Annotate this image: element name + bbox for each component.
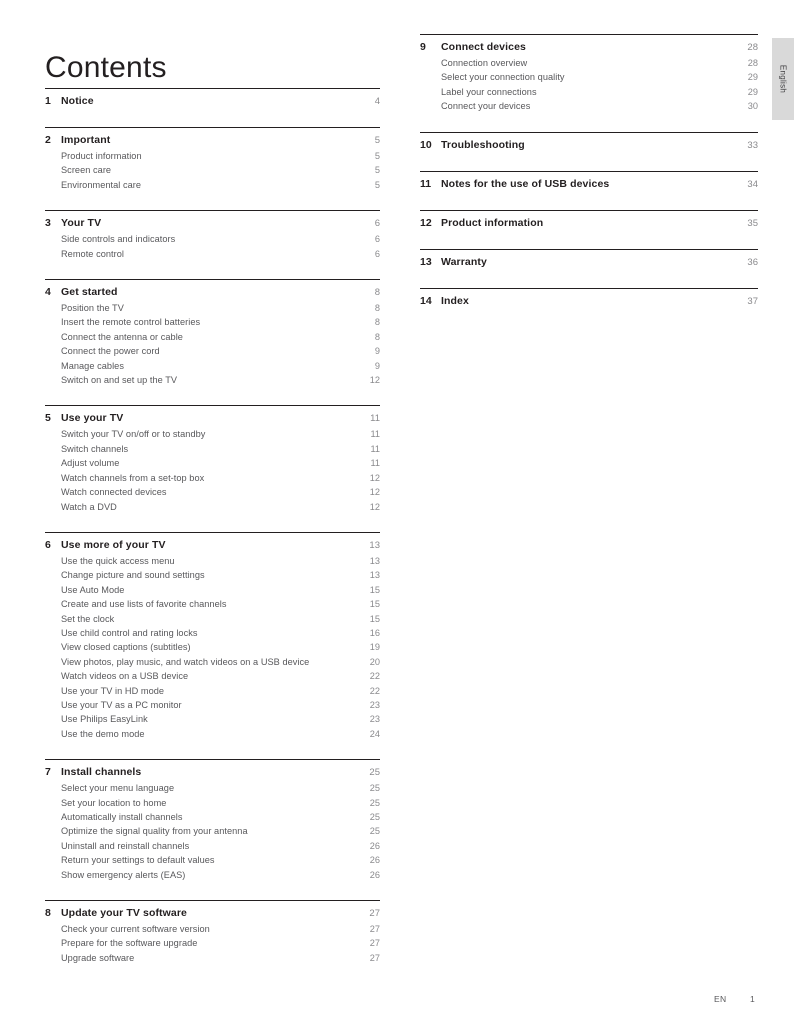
toc-chapter-page-number: 5 bbox=[374, 135, 380, 146]
toc-subitem-page-number: 25 bbox=[369, 812, 380, 822]
toc-subitem[interactable] bbox=[45, 568, 380, 582]
toc-chapter-title[interactable]: Product information bbox=[441, 216, 544, 229]
toc-subitem[interactable] bbox=[420, 85, 758, 99]
toc-subitem[interactable] bbox=[45, 344, 380, 358]
toc-chapter-title[interactable]: Install channels bbox=[61, 766, 142, 779]
toc-subitem-page-number: 5 bbox=[374, 179, 380, 190]
toc-subitem-title[interactable]: Screen care bbox=[61, 165, 112, 176]
toc-chapter[interactable] bbox=[45, 88, 380, 110]
toc-chapter-page-number: 8 bbox=[374, 287, 380, 299]
toc-subitem-page-number: 6 bbox=[374, 234, 380, 245]
toc-subitem-title[interactable]: Watch videos on a USB device bbox=[61, 671, 189, 682]
toc-chapter-title[interactable]: Your TV bbox=[61, 217, 102, 230]
toc-subitem-title[interactable]: Uninstall and reinstall channels bbox=[61, 840, 190, 851]
toc-chapter-heading[interactable] bbox=[45, 904, 380, 922]
toc-subitem-page-number: 15 bbox=[369, 613, 380, 624]
toc-chapter-heading[interactable] bbox=[45, 92, 380, 110]
toc-chapter-title[interactable]: Important bbox=[61, 134, 111, 146]
toc-subitem-title[interactable]: Watch channels from a set-top box bbox=[61, 472, 205, 483]
toc-subitem[interactable] bbox=[45, 583, 380, 597]
toc-subitem-list bbox=[45, 427, 380, 513]
toc-subitem-title[interactable]: View closed captions (subtitles) bbox=[61, 642, 191, 653]
toc-chapter-page-number: 37 bbox=[747, 295, 758, 307]
toc-subitem[interactable] bbox=[45, 597, 380, 611]
toc-chapter-page-number: 35 bbox=[747, 217, 758, 229]
toc-subitem-title[interactable]: View photos, play music, and watch videos on a USB device bbox=[61, 656, 310, 667]
toc-subitem-title[interactable]: Use Auto Mode bbox=[61, 584, 125, 595]
toc-subitem-title[interactable]: Connect your devices bbox=[441, 101, 531, 112]
toc-chapter-title[interactable]: Troubleshooting bbox=[441, 138, 525, 151]
toc-subitem-title[interactable]: Upgrade software bbox=[61, 952, 135, 963]
toc-subitem-page-number: 22 bbox=[369, 671, 380, 682]
toc-subitem-title[interactable]: Switch your TV on/off or to standby bbox=[61, 429, 206, 440]
toc-subitem-page-number: 26 bbox=[369, 840, 380, 851]
toc-subitem-title[interactable]: Manage cables bbox=[61, 360, 124, 371]
toc-subitem[interactable] bbox=[45, 373, 380, 387]
toc-subitem[interactable] bbox=[45, 626, 380, 640]
toc-subitem-title[interactable]: Connect the power cord bbox=[61, 346, 160, 357]
toc-chapter-number: 7 bbox=[45, 766, 51, 779]
toc-chapter-title[interactable]: Notes for the use of USB devices bbox=[441, 177, 610, 190]
toc-subitem-title[interactable]: Select your menu language bbox=[61, 783, 175, 794]
toc-chapter-number: 9 bbox=[420, 41, 426, 53]
toc-subitem[interactable] bbox=[45, 810, 380, 824]
toc-chapter-number: 8 bbox=[45, 907, 51, 920]
toc-subitem-page-number: 11 bbox=[370, 458, 380, 469]
toc-subitem[interactable] bbox=[45, 922, 380, 936]
toc-subitem-title[interactable]: Adjust volume bbox=[61, 458, 120, 469]
toc-subitem[interactable] bbox=[45, 669, 380, 683]
toc-subitem-title[interactable]: Show emergency alerts (EAS) bbox=[61, 869, 186, 880]
toc-chapter[interactable] bbox=[420, 34, 758, 114]
toc-subitem-title[interactable]: Connect the antenna or cable bbox=[61, 331, 183, 342]
toc-chapter-page-number: 33 bbox=[747, 139, 758, 151]
toc-subitem-title[interactable]: Set your location to home bbox=[61, 797, 167, 808]
toc-chapter-number: 12 bbox=[420, 216, 432, 229]
toc-subitem[interactable] bbox=[45, 178, 380, 192]
toc-subitem[interactable] bbox=[45, 471, 380, 485]
toc-chapter-page-number: 13 bbox=[369, 539, 380, 551]
toc-chapter-title[interactable]: Index bbox=[441, 294, 469, 307]
toc-chapter-heading[interactable] bbox=[420, 253, 758, 271]
toc-chapter[interactable] bbox=[420, 171, 758, 193]
toc-subitem-page-number: 15 bbox=[369, 584, 380, 595]
footer-page-number: 1 bbox=[750, 994, 755, 1004]
toc-subitem[interactable] bbox=[45, 781, 380, 795]
toc-subitem-page-number: 8 bbox=[374, 317, 380, 328]
toc-chapter-title[interactable]: Use more of your TV bbox=[61, 538, 166, 551]
toc-chapter[interactable] bbox=[420, 288, 758, 310]
toc-subitem-list bbox=[45, 232, 380, 261]
language-side-tab bbox=[772, 38, 794, 120]
toc-subitem[interactable] bbox=[45, 868, 380, 882]
toc-chapter[interactable] bbox=[420, 249, 758, 271]
toc-subitem[interactable] bbox=[45, 500, 380, 514]
toc-subitem-title[interactable]: Use the demo mode bbox=[61, 728, 145, 739]
toc-chapter-page-number: 27 bbox=[369, 908, 380, 920]
toc-chapter-number: 1 bbox=[45, 95, 51, 107]
toc-chapter-heading[interactable] bbox=[420, 38, 758, 56]
toc-subitem-page-number: 23 bbox=[369, 699, 380, 710]
toc-subitem[interactable] bbox=[45, 247, 380, 261]
toc-chapter[interactable] bbox=[45, 210, 380, 261]
toc-subitem-title[interactable]: Use your TV in HD mode bbox=[61, 685, 165, 696]
toc-chapter-heading[interactable] bbox=[420, 214, 758, 232]
toc-subitem[interactable] bbox=[45, 796, 380, 810]
footer-language-code: EN bbox=[714, 994, 727, 1004]
toc-subitem-page-number: 27 bbox=[369, 938, 380, 949]
toc-subitem-page-number: 12 bbox=[369, 487, 380, 498]
toc-subitem[interactable] bbox=[45, 301, 380, 315]
toc-chapter[interactable] bbox=[420, 210, 758, 232]
toc-subitem[interactable] bbox=[45, 824, 380, 838]
toc-subitem[interactable] bbox=[45, 554, 380, 568]
toc-chapter-heading[interactable] bbox=[420, 136, 758, 154]
toc-chapter-title[interactable]: Warranty bbox=[441, 255, 487, 268]
toc-chapter[interactable] bbox=[420, 132, 758, 154]
toc-subitem-title[interactable]: Create and use lists of favorite channels bbox=[61, 599, 227, 610]
toc-subitem[interactable] bbox=[45, 612, 380, 626]
toc-subitem-page-number: 20 bbox=[369, 656, 380, 667]
toc-subitem-page-number: 22 bbox=[369, 685, 380, 696]
toc-subitem-title[interactable]: Optimize the signal quality from your antenna bbox=[61, 826, 248, 837]
toc-subitem-page-number: 25 bbox=[369, 826, 380, 837]
toc-subitem[interactable] bbox=[45, 712, 380, 726]
toc-subitem[interactable] bbox=[45, 698, 380, 712]
toc-subitem-title[interactable]: Use Philips EasyLink bbox=[61, 714, 148, 725]
toc-subitem-page-number: 5 bbox=[374, 165, 380, 176]
toc-subitem-title[interactable]: Use the quick access menu bbox=[61, 555, 175, 566]
toc-chapter-heading[interactable] bbox=[45, 536, 380, 554]
toc-subitem-list bbox=[45, 301, 380, 387]
toc-subitem-title[interactable]: Use your TV as a PC monitor bbox=[61, 699, 182, 710]
toc-subitem-page-number: 9 bbox=[374, 346, 380, 357]
toc-chapter-number: 10 bbox=[420, 138, 432, 151]
toc-chapter-page-number: 34 bbox=[747, 178, 758, 190]
toc-chapter[interactable] bbox=[45, 127, 380, 192]
toc-subitem[interactable] bbox=[45, 330, 380, 344]
toc-subitem-title[interactable]: Change picture and sound settings bbox=[61, 570, 205, 581]
toc-subitem-title[interactable]: Insert the remote control batteries bbox=[61, 317, 201, 328]
toc-left-column bbox=[45, 88, 380, 983]
toc-chapter[interactable] bbox=[45, 405, 380, 513]
toc-subitem-page-number: 23 bbox=[369, 714, 380, 725]
toc-subitem-list bbox=[45, 922, 380, 965]
toc-subitem-page-number: 28 bbox=[747, 58, 758, 68]
toc-subitem-list bbox=[45, 781, 380, 882]
toc-subitem-title[interactable]: Set the clock bbox=[61, 613, 115, 624]
toc-chapter-number: 2 bbox=[45, 134, 51, 146]
toc-subitem-page-number: 12 bbox=[369, 501, 380, 512]
toc-subitem-page-number: 24 bbox=[369, 728, 380, 739]
toc-subitem[interactable] bbox=[45, 936, 380, 950]
toc-subitem-page-number: 27 bbox=[369, 924, 380, 935]
toc-subitem-page-number: 8 bbox=[374, 331, 380, 342]
toc-subitem-title[interactable]: Position the TV bbox=[61, 303, 124, 314]
toc-subitem[interactable] bbox=[420, 70, 758, 84]
toc-chapter-heading[interactable] bbox=[45, 763, 380, 781]
toc-chapter[interactable] bbox=[45, 532, 380, 741]
toc-subitem-title[interactable]: Connection overview bbox=[441, 58, 528, 68]
toc-subitem[interactable] bbox=[45, 163, 380, 177]
toc-subitem[interactable] bbox=[45, 149, 380, 163]
toc-subitem-title[interactable]: Side controls and indicators bbox=[61, 234, 176, 245]
toc-subitem-page-number: 13 bbox=[369, 555, 380, 566]
toc-subitem-title[interactable]: Check your current software version bbox=[61, 924, 210, 935]
toc-subitem[interactable] bbox=[45, 951, 380, 965]
language-side-tab-label: English bbox=[778, 64, 788, 94]
toc-subitem[interactable] bbox=[45, 853, 380, 867]
toc-subitem-page-number: 29 bbox=[747, 72, 758, 83]
toc-chapter-heading[interactable] bbox=[45, 409, 380, 427]
toc-subitem-title[interactable]: Prepare for the software upgrade bbox=[61, 938, 198, 949]
toc-chapter-title[interactable]: Connect devices bbox=[441, 41, 526, 53]
toc-subitem-page-number: 9 bbox=[374, 360, 380, 371]
toc-subitem-list bbox=[45, 554, 380, 741]
toc-chapter-heading[interactable] bbox=[420, 292, 758, 310]
toc-subitem[interactable] bbox=[45, 684, 380, 698]
toc-subitem-title[interactable]: Product information bbox=[61, 151, 142, 161]
toc-subitem-page-number: 12 bbox=[369, 375, 380, 386]
toc-subitem-title[interactable]: Automatically install channels bbox=[61, 812, 183, 822]
toc-subitem[interactable] bbox=[45, 485, 380, 499]
toc-chapter-heading[interactable] bbox=[45, 283, 380, 301]
toc-subitem-page-number: 29 bbox=[747, 86, 758, 97]
toc-subitem-page-number: 13 bbox=[369, 570, 380, 581]
toc-chapter-title[interactable]: Notice bbox=[61, 95, 94, 107]
toc-subitem[interactable] bbox=[45, 655, 380, 669]
toc-chapter[interactable] bbox=[45, 759, 380, 882]
page-footer bbox=[0, 994, 800, 1008]
toc-subitem[interactable] bbox=[45, 839, 380, 853]
toc-chapter-title[interactable]: Update your TV software bbox=[61, 907, 187, 920]
toc-chapter-number: 6 bbox=[45, 538, 51, 551]
toc-subitem-page-number: 12 bbox=[369, 472, 380, 483]
toc-subitem-page-number: 26 bbox=[369, 855, 380, 866]
toc-subitem-title[interactable]: Use child control and rating locks bbox=[61, 627, 198, 638]
toc-chapter-page-number: 25 bbox=[369, 767, 380, 779]
toc-chapter-page-number: 36 bbox=[747, 256, 758, 268]
toc-chapter-number: 13 bbox=[420, 255, 432, 268]
toc-subitem-page-number: 11 bbox=[370, 443, 380, 454]
toc-subitem-title[interactable]: Switch channels bbox=[61, 443, 129, 454]
toc-subitem-page-number: 26 bbox=[369, 869, 380, 880]
toc-subitem-page-number: 19 bbox=[369, 642, 380, 653]
toc-chapter-heading[interactable] bbox=[45, 214, 380, 232]
toc-chapter[interactable] bbox=[45, 900, 380, 965]
toc-chapter-title[interactable]: Use your TV bbox=[61, 412, 124, 425]
toc-chapter-number: 3 bbox=[45, 217, 51, 230]
toc-subitem[interactable] bbox=[45, 427, 380, 441]
toc-subitem[interactable] bbox=[45, 640, 380, 654]
toc-chapter-heading[interactable] bbox=[45, 131, 380, 149]
toc-chapter[interactable] bbox=[45, 279, 380, 387]
toc-subitem[interactable] bbox=[45, 456, 380, 470]
toc-subitem-page-number: 25 bbox=[369, 783, 380, 794]
toc-subitem[interactable] bbox=[420, 56, 758, 70]
toc-subitem-page-number: 6 bbox=[374, 248, 380, 259]
toc-chapter-number: 14 bbox=[420, 294, 432, 307]
toc-subitem-page-number: 11 bbox=[370, 429, 380, 440]
toc-subitem[interactable] bbox=[45, 232, 380, 246]
toc-chapter-number: 4 bbox=[45, 286, 51, 299]
page-title: Contents bbox=[45, 51, 167, 85]
toc-subitem-list bbox=[420, 56, 758, 114]
toc-subitem-title[interactable]: Watch a DVD bbox=[61, 501, 117, 512]
toc-chapter-page-number: 6 bbox=[374, 218, 380, 230]
toc-subitem[interactable] bbox=[45, 442, 380, 456]
toc-chapter-heading[interactable] bbox=[420, 175, 758, 193]
toc-right-column bbox=[420, 34, 758, 327]
toc-subitem-page-number: 5 bbox=[374, 151, 380, 161]
toc-subitem-page-number: 27 bbox=[369, 952, 380, 963]
toc-subitem[interactable] bbox=[420, 99, 758, 113]
toc-subitem-title[interactable]: Return your settings to default values bbox=[61, 855, 215, 866]
toc-subitem[interactable] bbox=[45, 315, 380, 329]
toc-chapter-number: 5 bbox=[45, 412, 51, 425]
toc-subitem-page-number: 16 bbox=[369, 627, 380, 638]
toc-subitem-page-number: 15 bbox=[369, 599, 380, 610]
toc-chapter-page-number: 28 bbox=[747, 42, 758, 53]
toc-chapter-number: 11 bbox=[420, 177, 432, 190]
toc-subitem-page-number: 25 bbox=[369, 797, 380, 808]
toc-subitem-page-number: 8 bbox=[374, 303, 380, 314]
toc-chapter-page-number: 4 bbox=[374, 96, 380, 107]
toc-chapter-title[interactable]: Get started bbox=[61, 286, 118, 299]
toc-subitem-title[interactable]: Label your connections bbox=[441, 86, 537, 97]
toc-subitem[interactable] bbox=[45, 727, 380, 741]
toc-subitem-title[interactable]: Environmental care bbox=[61, 179, 142, 190]
toc-subitem-title[interactable]: Watch connected devices bbox=[61, 487, 167, 498]
toc-subitem-title[interactable]: Switch on and set up the TV bbox=[61, 375, 178, 386]
toc-subitem-list bbox=[45, 149, 380, 192]
toc-subitem-title[interactable]: Remote control bbox=[61, 248, 124, 259]
toc-subitem-page-number: 30 bbox=[747, 101, 758, 112]
toc-subitem[interactable] bbox=[45, 359, 380, 373]
toc-subitem-title[interactable]: Select your connection quality bbox=[441, 72, 565, 83]
toc-chapter-page-number: 11 bbox=[370, 413, 380, 425]
